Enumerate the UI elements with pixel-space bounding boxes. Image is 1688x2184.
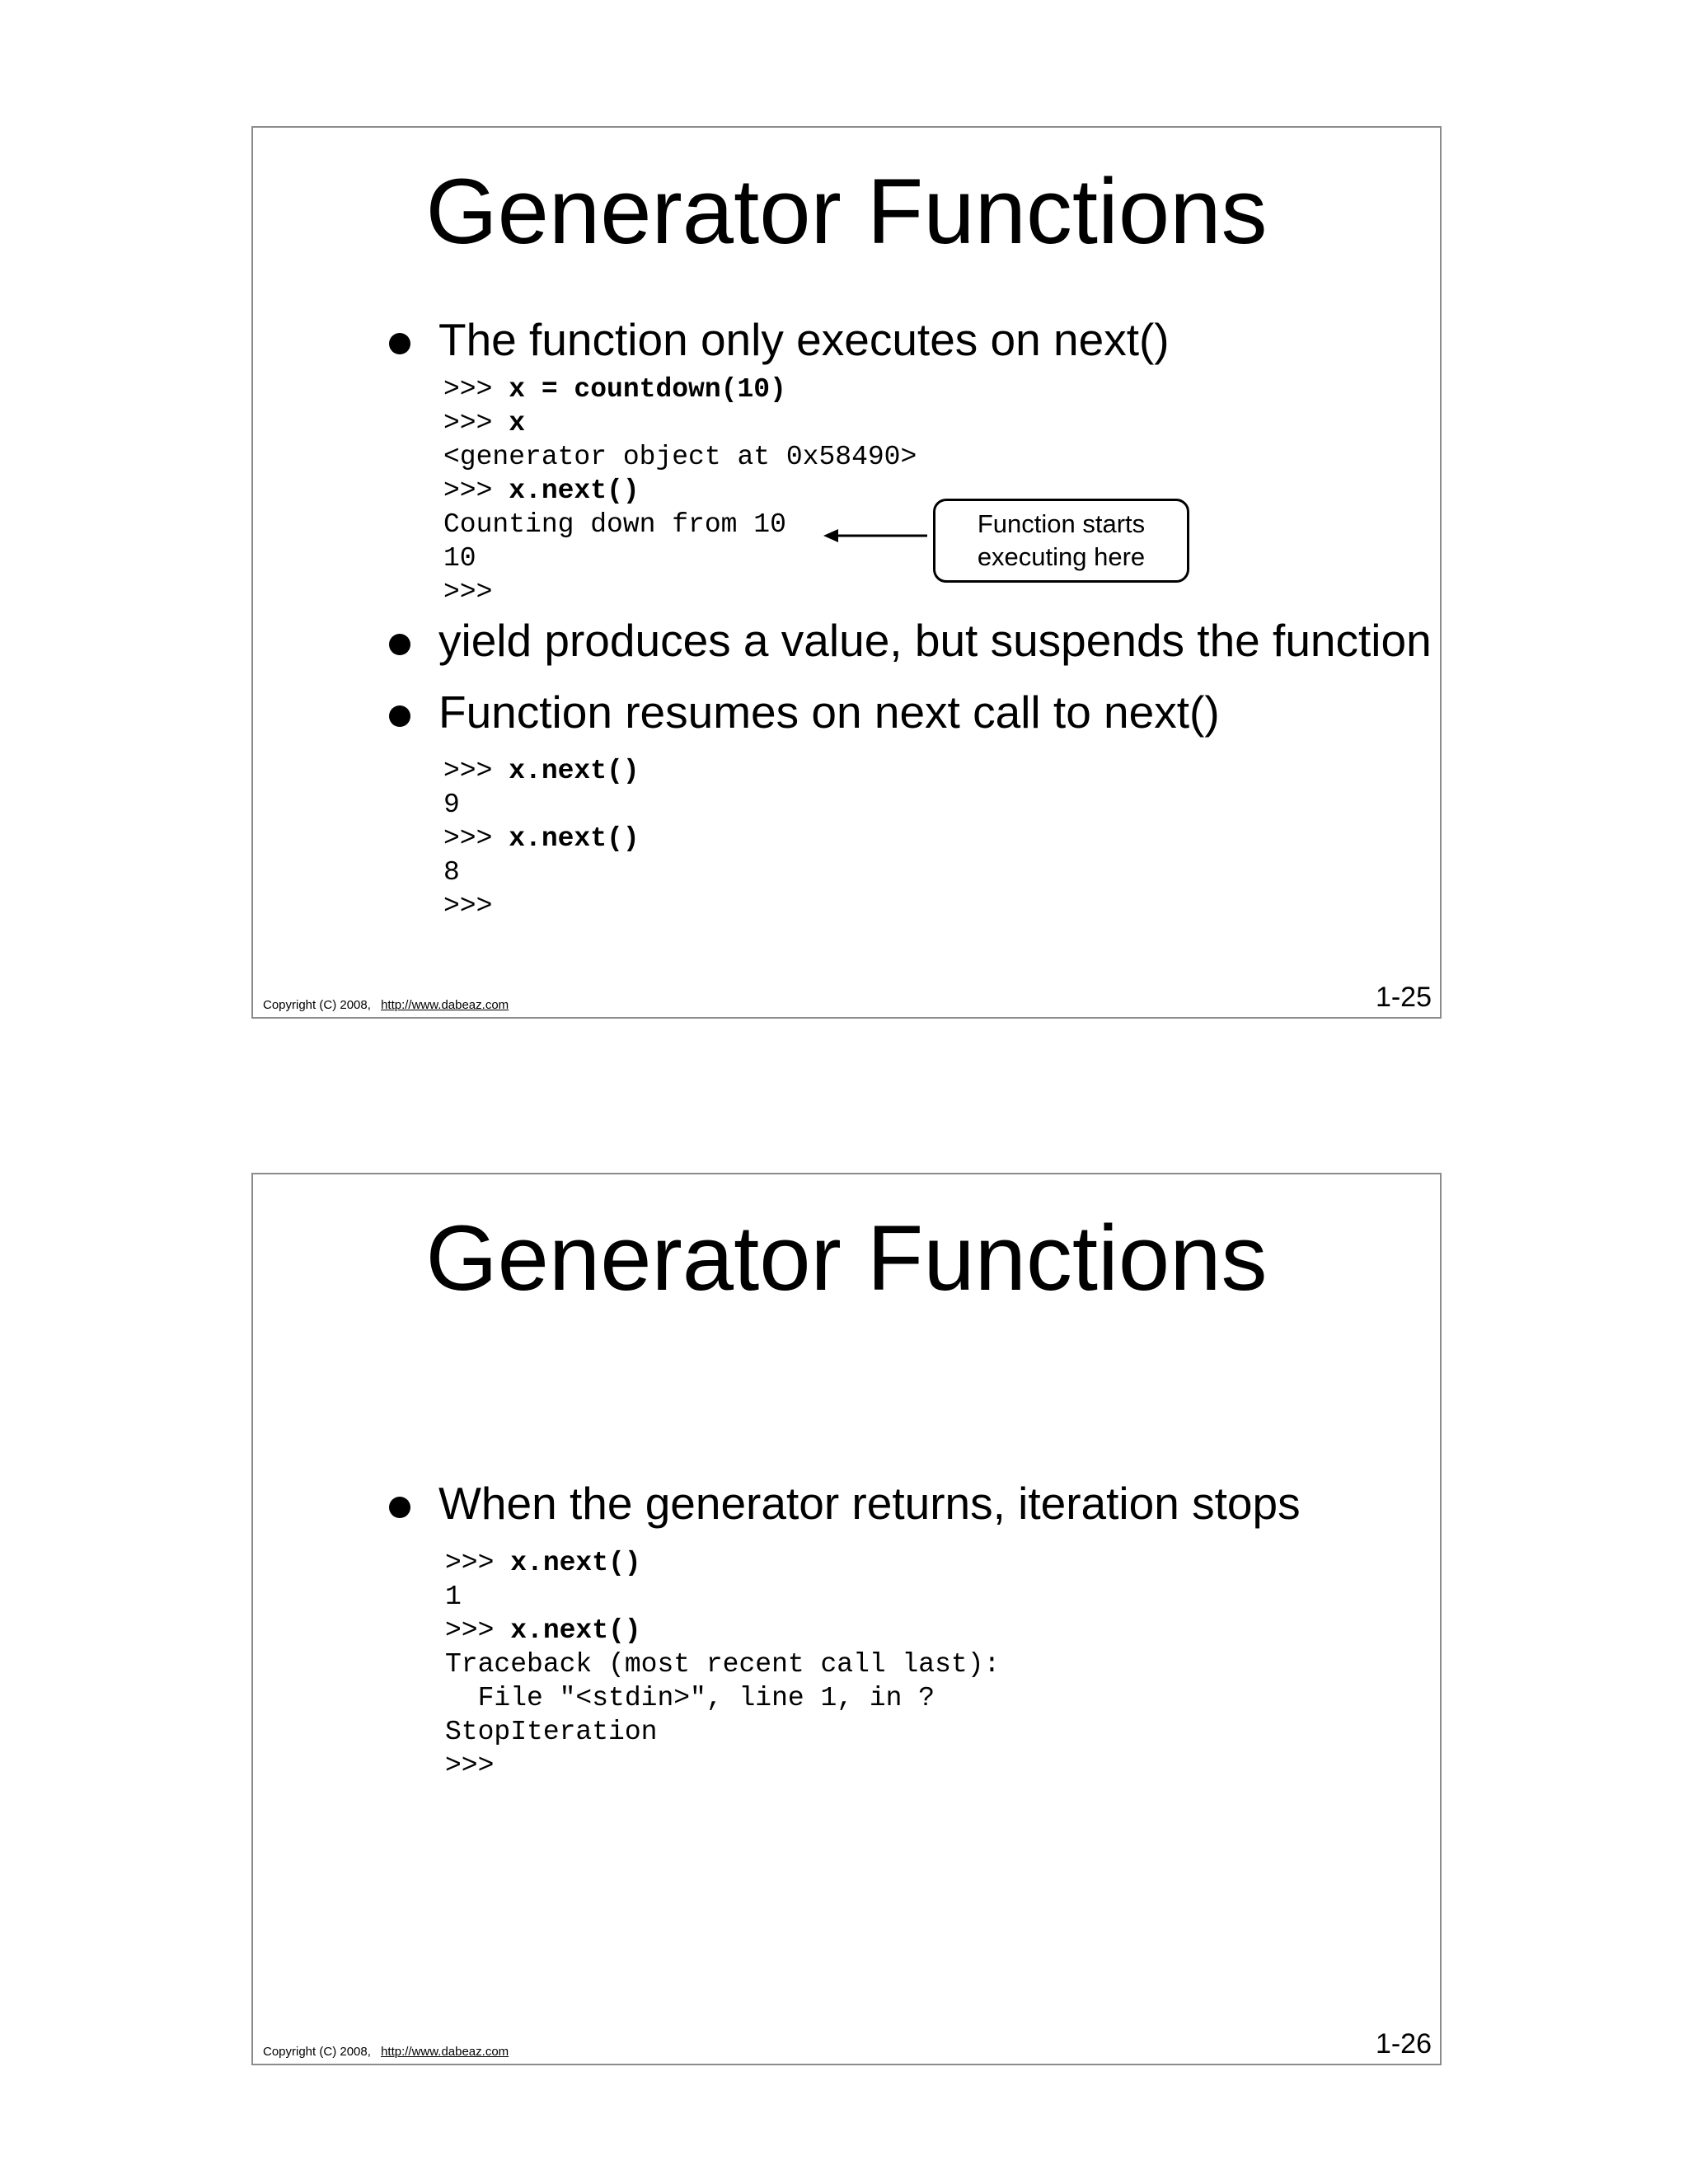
code-line: [443, 822, 640, 855]
code-line: [443, 889, 640, 923]
code-command: x.next(): [509, 756, 640, 786]
page-number: 1-25: [1375, 982, 1432, 1013]
bullet-icon: [389, 333, 410, 354]
bullet-icon: [389, 1497, 410, 1518]
code-block-2: [443, 754, 640, 923]
slide-title: Generator Functions: [425, 160, 1268, 263]
code-prompt: >>>: [445, 1750, 495, 1781]
slide-1-26: [251, 1173, 1442, 2065]
code-prompt: >>>: [445, 1615, 511, 1646]
website-link[interactable]: http://www.dabeaz.com: [381, 998, 509, 1012]
code-line: [443, 754, 640, 788]
code-output: 1: [445, 1582, 462, 1612]
bullet-text: Function resumes on next call to next(): [438, 687, 1220, 738]
code-output: File "<stdin>", line 1, in ?: [445, 1683, 935, 1713]
copyright-text: Copyright (C) 2008,: [263, 998, 371, 1012]
code-output: Traceback (most recent call last):: [445, 1649, 1001, 1680]
bullet-icon: [389, 634, 410, 655]
code-output: 10: [443, 543, 476, 574]
code-command: x.next(): [509, 476, 640, 506]
code-line: [445, 1749, 1000, 1783]
code-prompt: >>>: [443, 577, 493, 607]
page-number: 1-26: [1375, 2028, 1432, 2060]
code-prompt: >>>: [445, 1548, 511, 1578]
slide-1-25: [251, 126, 1442, 1019]
code-output: 8: [443, 857, 460, 888]
footer: [263, 2045, 509, 2059]
code-block-1: [443, 373, 917, 609]
copyright-text: Copyright (C) 2008,: [263, 2045, 371, 2059]
code-command: x.next(): [509, 823, 640, 854]
code-output: <generator object at 0x58490>: [443, 442, 917, 472]
code-line: [443, 474, 917, 508]
code-line: [443, 788, 640, 822]
code-prompt: >>>: [443, 408, 509, 438]
code-command: x.next(): [510, 1615, 641, 1646]
callout-line-2: executing here: [977, 542, 1146, 571]
callout-line-1: Function starts: [977, 509, 1146, 538]
code-command: x: [509, 408, 526, 438]
code-command: x = countdown(10): [509, 374, 786, 405]
code-line: [443, 406, 917, 440]
code-line: [443, 855, 640, 889]
code-line: [443, 440, 917, 474]
code-command: x.next(): [510, 1548, 641, 1578]
code-output: Counting down from 10: [443, 509, 786, 540]
arrow-left-icon: [822, 523, 929, 548]
footer: [263, 998, 509, 1012]
code-output: StopIteration: [445, 1717, 658, 1747]
code-prompt: >>>: [443, 823, 509, 854]
bullet-text: The function only executes on next(): [438, 314, 1170, 365]
code-line: [445, 1681, 1000, 1715]
code-prompt: >>>: [443, 756, 509, 786]
bullet-text: When the generator returns, iteration stops: [438, 1478, 1301, 1529]
code-prompt: >>>: [443, 476, 509, 506]
code-prompt: >>>: [443, 374, 509, 405]
code-block-1: [445, 1546, 1000, 1783]
website-link[interactable]: http://www.dabeaz.com: [381, 2045, 509, 2059]
bullet-text: yield produces a value, but suspends the function: [438, 615, 1432, 666]
slide-title: Generator Functions: [425, 1207, 1268, 1310]
bullet-icon: [389, 705, 410, 727]
code-line: [443, 575, 917, 609]
code-prompt: >>>: [443, 891, 493, 921]
code-line: [445, 1546, 1000, 1580]
code-line: [445, 1614, 1000, 1647]
code-line: [445, 1580, 1000, 1614]
code-line: [443, 373, 917, 406]
code-line: [445, 1647, 1000, 1681]
code-line: [445, 1715, 1000, 1749]
callout-box: [933, 499, 1189, 583]
code-output: 9: [443, 790, 460, 820]
